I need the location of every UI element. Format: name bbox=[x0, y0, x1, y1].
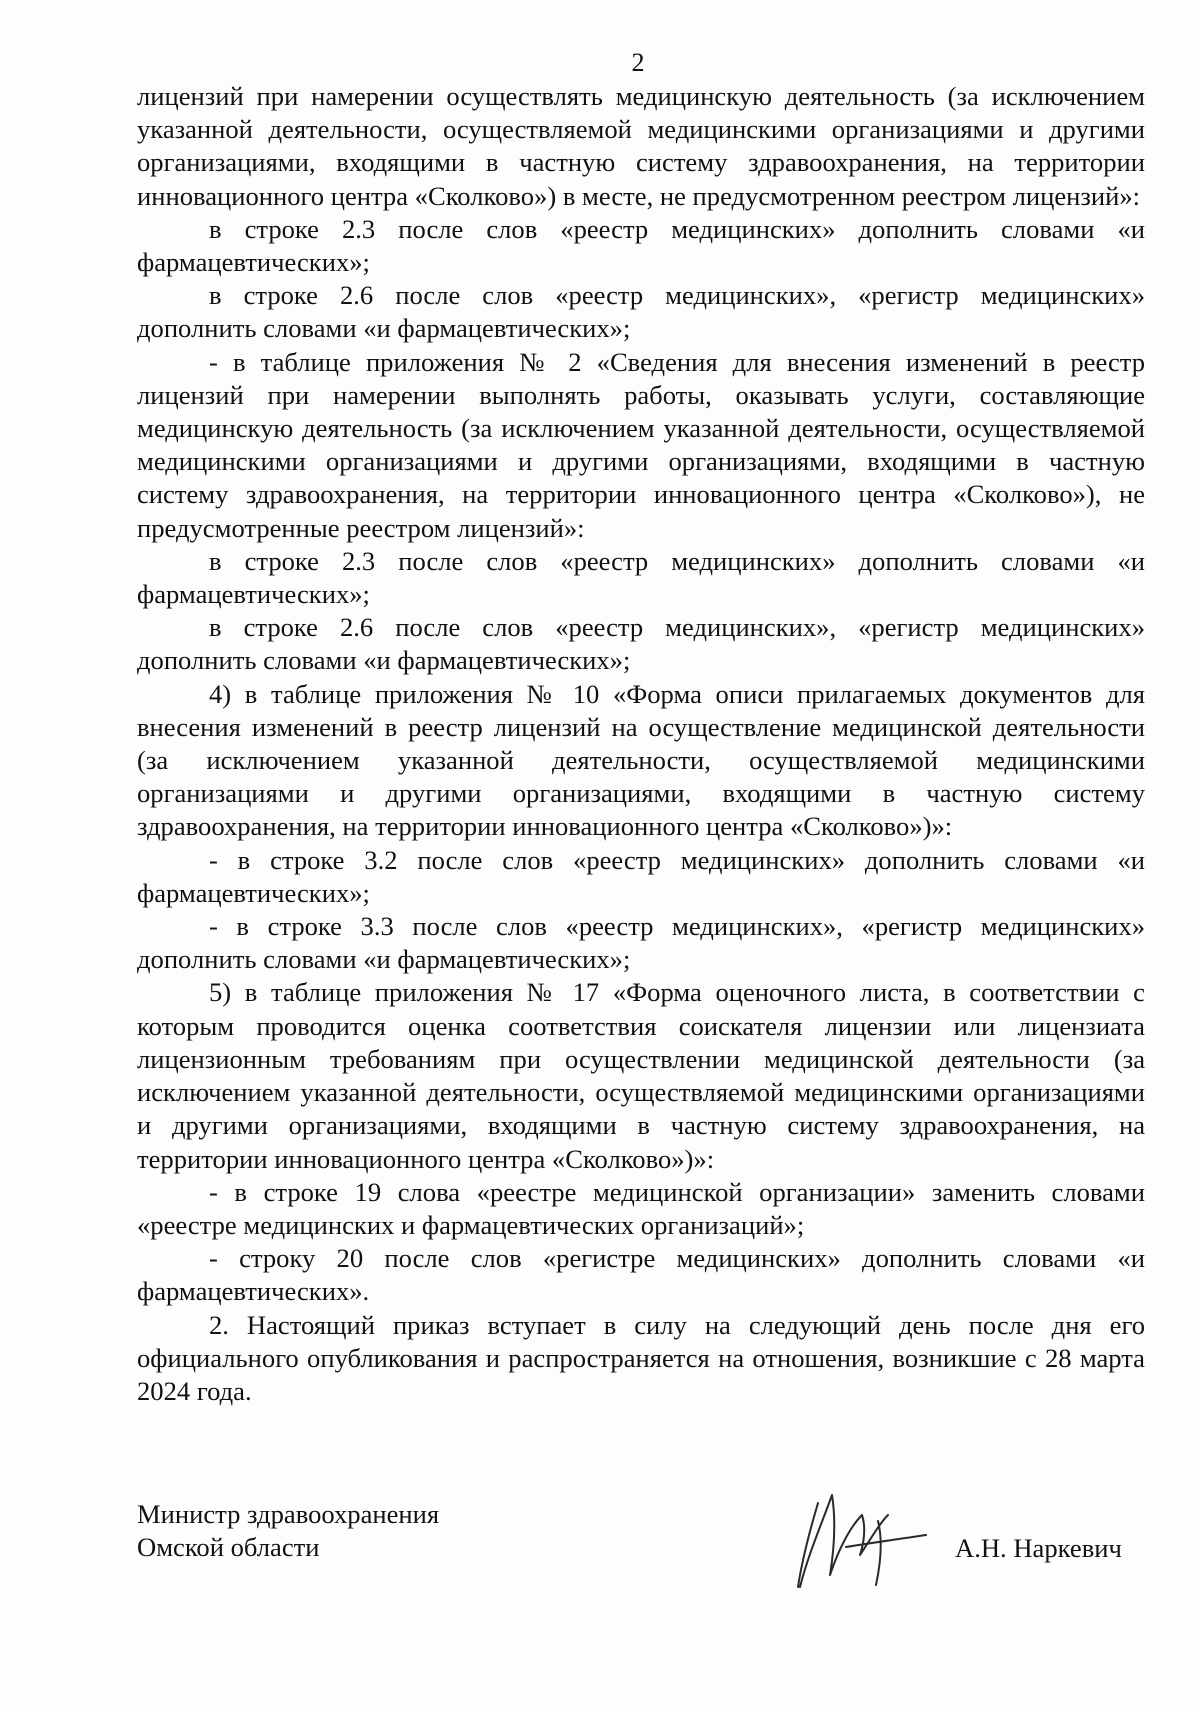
paragraph: - в строке 3.2 после слов «реестр медицинских» дополнить словами «и фармацевтических»; bbox=[137, 844, 1145, 908]
signatory-position-line: Министр здравоохранения bbox=[137, 1499, 440, 1529]
paragraph: 4) в таблице приложения № 10 «Форма описи прилагаемых документов для внесения изменений в реестр лицензий на осуществление медицинской деятельности (за исключением указанной деятельности, осуществляемой медицинскими организациями и другими организациями, входящими в частную систему здравоохранения, на территории инновационного центра «Сколково»)»: bbox=[137, 678, 1145, 842]
paragraph: лицензий при намерении осуществлять медицинскую деятельность (за исключением указанной деятельности, осуществляемой медицинскими организациями и другими организациями, входящими в частную систему здравоохранения, на территории инновационного центра «Сколково») в месте, не предусмотренном реестром лицензий»: bbox=[137, 81, 1145, 211]
paragraph: в строке 2.6 после слов «реестр медицинских», «регистр медицинских» дополнить словами «и фармацевтических»; bbox=[137, 280, 1145, 344]
document-body bbox=[137, 80, 1145, 1408]
signatory-position bbox=[137, 1498, 439, 1564]
signatory-name: А.Н. Наркевич bbox=[955, 1533, 1122, 1563]
paragraph: - строку 20 после слов «регистре медицинских» дополнить словами «и фармацевтических». bbox=[137, 1243, 1145, 1307]
paragraph: 5) в таблице приложения № 17 «Форма оценочного листа, в соответствии с которым проводится оценка соответствия соискателя лицензии или лицензиата лицензионным требованиям при осуществлении медицинской деятельности (за исключением указанной деятельности, осуществляемой медицинскими организациями и другими организациями, входящими в частную систему здравоохранения, на территории инновационного центра «Сколково»)»: bbox=[137, 977, 1145, 1174]
paragraph: в строке 2.3 после слов «реестр медицинских» дополнить словами «и фармацевтических»; bbox=[137, 545, 1145, 610]
paragraph: - в строке 19 слова «реестре медицинской организации» заменить словами «реестре медицинских и фармацевтических организаций»; bbox=[137, 1176, 1145, 1240]
paragraph: - в таблице приложения № 2 «Сведения для внесения изменений в реестр лицензий при намерении выполнять работы, оказывать услуги, составляющие медицинскую деятельность (за исключением указанной деятельности, осуществляемой медицинскими организациями и другими организациями, входящими в частную систему здравоохранения, на территории инновационного центра «Сколково»), не предусмотренные реестром лицензий»: bbox=[137, 346, 1145, 543]
handwritten-signature bbox=[780, 1475, 930, 1595]
signatory-position-line: Омской области bbox=[137, 1532, 320, 1563]
paragraph: 2. Настоящий приказ вступает в силу на следующий день после дня его официального опубликования и распространяется на отношения, возникшие с 28 марта 2024 года. bbox=[137, 1309, 1145, 1406]
paragraph: в строке 2.3 после слов «реестр медицинских» дополнить словами «и фармацевтических»; bbox=[137, 213, 1145, 278]
paragraph: в строке 2.6 после слов «реестр медицинских», «регистр медицинских» дополнить словами «и фармацевтических»; bbox=[137, 612, 1145, 676]
paragraph: - в строке 3.3 после слов «реестр медицинских», «регистр медицинских» дополнить словами «и фармацевтических»; bbox=[137, 911, 1145, 975]
page-number: 2 bbox=[631, 48, 645, 77]
